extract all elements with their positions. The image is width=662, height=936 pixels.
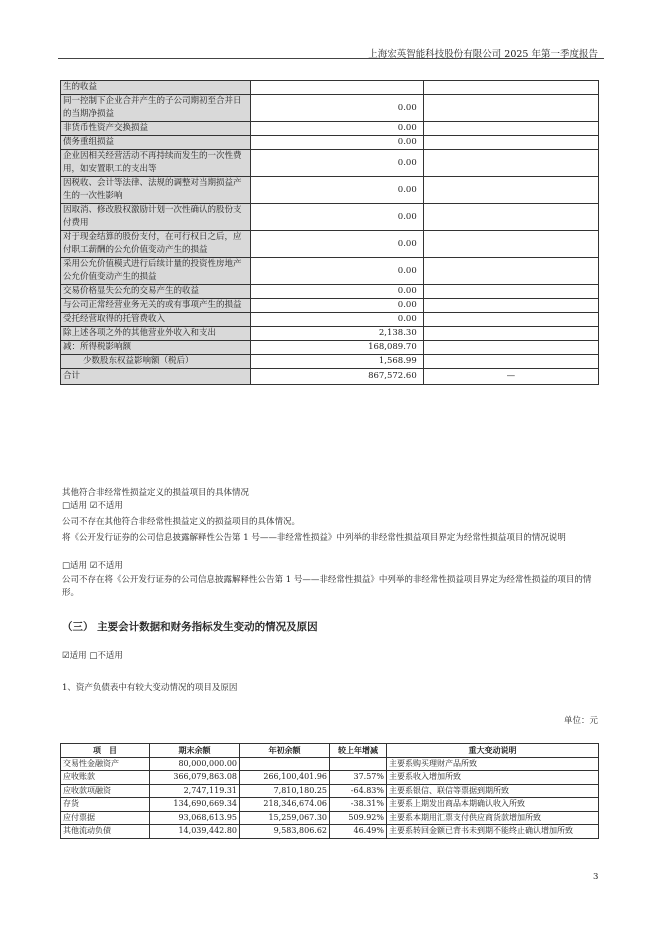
item-note — [423, 299, 598, 313]
col-header: 重大变动说明 — [387, 744, 599, 758]
item-label: 同一控制下企业合并产生的子公司期初至合并日的当期净损益 — [61, 95, 251, 122]
item-label: 对于现金结算的股份支付，在可行权日之后，应付职工薪酬的公允价值变动产生的损益 — [61, 231, 251, 258]
item-name: 存货 — [61, 798, 150, 812]
item-note — [423, 313, 598, 327]
item-label: 减：所得税影响额 — [61, 341, 251, 355]
item-note — [423, 177, 598, 204]
table-row — [61, 313, 599, 327]
item-amount: 0.00 — [251, 136, 423, 150]
page-number: 3 — [593, 872, 599, 882]
change-reason: 主要系本期用汇票支付供应商货款增加所致 — [387, 811, 599, 825]
table-row — [61, 355, 599, 369]
item-label: 除上述各项之外的其他营业外收入和支出 — [61, 327, 251, 341]
item-amount: 0.00 — [251, 204, 423, 231]
item-note — [423, 355, 598, 369]
item-note — [423, 327, 598, 341]
reclassification-note: 公司不存在将《公开发行证券的公司信息披露解释性公告第 1 号——非经常性损益》中列举的非经常性损益项目界定为经常性损益的项目的情形。 — [62, 575, 592, 598]
item-name: 应付票据 — [61, 811, 150, 825]
table-row — [61, 285, 599, 299]
ending-balance: 2,747,119.31 — [150, 784, 240, 798]
item-label: 采用公允价值模式进行后续计量的投资性房地产公允价值变动产生的损益 — [61, 258, 251, 285]
change-percent: -38.31% — [330, 798, 387, 812]
opening-balance — [240, 757, 330, 771]
header-rule — [58, 58, 604, 59]
change-reason: 主要系上期发出商品本期确认收入所致 — [387, 798, 599, 812]
opening-balance: 266,100,401.96 — [240, 771, 330, 785]
table-row — [61, 784, 599, 798]
table-row — [61, 95, 599, 122]
item-note — [423, 81, 598, 95]
opening-balance: 218,346,674.06 — [240, 798, 330, 812]
section-heading: （三） 主要会计数据和财务指标发生变动的情况及原因 — [62, 621, 318, 633]
col-header: 较上年增减 — [330, 744, 387, 758]
table-row — [61, 798, 599, 812]
table-row — [61, 231, 599, 258]
item-label: 债务重组损益 — [61, 136, 251, 150]
item-note — [423, 95, 598, 122]
table-row — [61, 327, 599, 341]
item-amount: 2,138.30 — [251, 327, 423, 341]
opening-balance: 9,583,806.62 — [240, 825, 330, 839]
change-percent: 37.57% — [330, 771, 387, 785]
item-amount: 0.00 — [251, 285, 423, 299]
other-items-title: 其他符合非经常性损益定义的损益项目的具体情况 — [62, 488, 250, 498]
ending-balance: 366,079,863.08 — [150, 771, 240, 785]
item-amount: 0.00 — [251, 231, 423, 258]
item-note — [423, 122, 598, 136]
opening-balance: 15,259,067.30 — [240, 811, 330, 825]
change-reason: 主要系收入增加所致 — [387, 771, 599, 785]
col-header: 年初余额 — [240, 744, 330, 758]
table-row — [61, 122, 599, 136]
item-label: 企业因相关经营活动不再持续而发生的一次性费用，如安置职工的支出等 — [61, 150, 251, 177]
item-label: 非货币性资产交换损益 — [61, 122, 251, 136]
reclassification-title: 将《公开发行证券的公司信息披露解释性公告第 1 号——非经常性损益》中列举的非经常性损益项目界定为经常性损益项目的情况说明 — [62, 533, 566, 543]
item-name: 其他流动负债 — [61, 825, 150, 839]
item-label: 少数股东权益影响额（税后） — [61, 355, 251, 369]
item-label: 交易价格显失公允的交易产生的收益 — [61, 285, 251, 299]
item-amount: 0.00 — [251, 122, 423, 136]
item-name: 交易性金融资产 — [61, 757, 150, 771]
unit-label: 单位：元 — [563, 716, 598, 726]
item-amount: 0.00 — [251, 258, 423, 285]
non-recurring-table — [60, 80, 599, 385]
item-note — [423, 136, 598, 150]
opening-balance: 7,810,180.25 — [240, 784, 330, 798]
applicability-1: □适用 ☑不适用 — [62, 501, 123, 511]
change-reason: 主要系购买理财产品所致 — [387, 757, 599, 771]
ending-balance: 134,690,669.34 — [150, 798, 240, 812]
table-row — [61, 299, 599, 313]
item-label: 与公司正常经营业务无关的或有事项产生的损益 — [61, 299, 251, 313]
table-row — [61, 811, 599, 825]
header-title: 上海宏英智能科技股份有限公司 2025 年第一季度报告 — [368, 49, 598, 60]
ending-balance: 80,000,000.00 — [150, 757, 240, 771]
item-note: — — [423, 369, 598, 385]
page-header — [0, 0, 662, 58]
col-header: 项 目 — [61, 744, 150, 758]
item-amount: 0.00 — [251, 95, 423, 122]
applicability-3: ☑适用 □不适用 — [62, 651, 123, 661]
table-row — [61, 177, 599, 204]
change-reason: 主要系银信、联信等票据到期所致 — [387, 784, 599, 798]
subsection-title: 1、资产负债表中有较大变动情况的项目及原因 — [62, 683, 238, 693]
item-amount: 0.00 — [251, 177, 423, 204]
other-items-note: 公司不存在其他符合非经常性损益定义的损益项目的具体情况。 — [62, 517, 301, 527]
applicability-2: □适用 ☑不适用 — [62, 561, 123, 571]
item-note — [423, 258, 598, 285]
col-header: 期末余额 — [150, 744, 240, 758]
item-amount: 1,568.99 — [251, 355, 423, 369]
item-amount: 168,089.70 — [251, 341, 423, 355]
change-reason: 主要系转回金额已背书未到期不能终止确认增加所致 — [387, 825, 599, 839]
item-amount: 0.00 — [251, 299, 423, 313]
item-label: 因税收、会计等法律、法规的调整对当期损益产生的一次性影响 — [61, 177, 251, 204]
item-amount: 0.00 — [251, 150, 423, 177]
ending-balance: 14,039,442.80 — [150, 825, 240, 839]
table-row — [61, 771, 599, 785]
change-percent — [330, 757, 387, 771]
table-row — [61, 258, 599, 285]
item-label: 生的收益 — [61, 81, 251, 95]
item-note — [423, 341, 598, 355]
item-label: 因取消、修改股权激励计划一次性确认的股份支付费用 — [61, 204, 251, 231]
item-label: 合计 — [61, 369, 251, 385]
balance-sheet-changes-table — [60, 743, 599, 839]
item-note — [423, 231, 598, 258]
table-row — [61, 81, 599, 95]
table-row — [61, 369, 599, 385]
item-label: 受托经营取得的托管费收入 — [61, 313, 251, 327]
item-note — [423, 204, 598, 231]
change-percent: 46.49% — [330, 825, 387, 839]
table-row — [61, 204, 599, 231]
table-row — [61, 136, 599, 150]
item-amount: 0.00 — [251, 313, 423, 327]
change-percent: -64.83% — [330, 784, 387, 798]
ending-balance: 93,068,613.95 — [150, 811, 240, 825]
item-note — [423, 285, 598, 299]
item-amount — [251, 81, 423, 95]
table-row — [61, 150, 599, 177]
item-name: 应收账款 — [61, 771, 150, 785]
table-row — [61, 757, 599, 771]
item-amount: 867,572.60 — [251, 369, 423, 385]
table-row — [61, 825, 599, 839]
change-percent: 509.92% — [330, 811, 387, 825]
table-row — [61, 341, 599, 355]
item-note — [423, 150, 598, 177]
item-name: 应收款项融资 — [61, 784, 150, 798]
